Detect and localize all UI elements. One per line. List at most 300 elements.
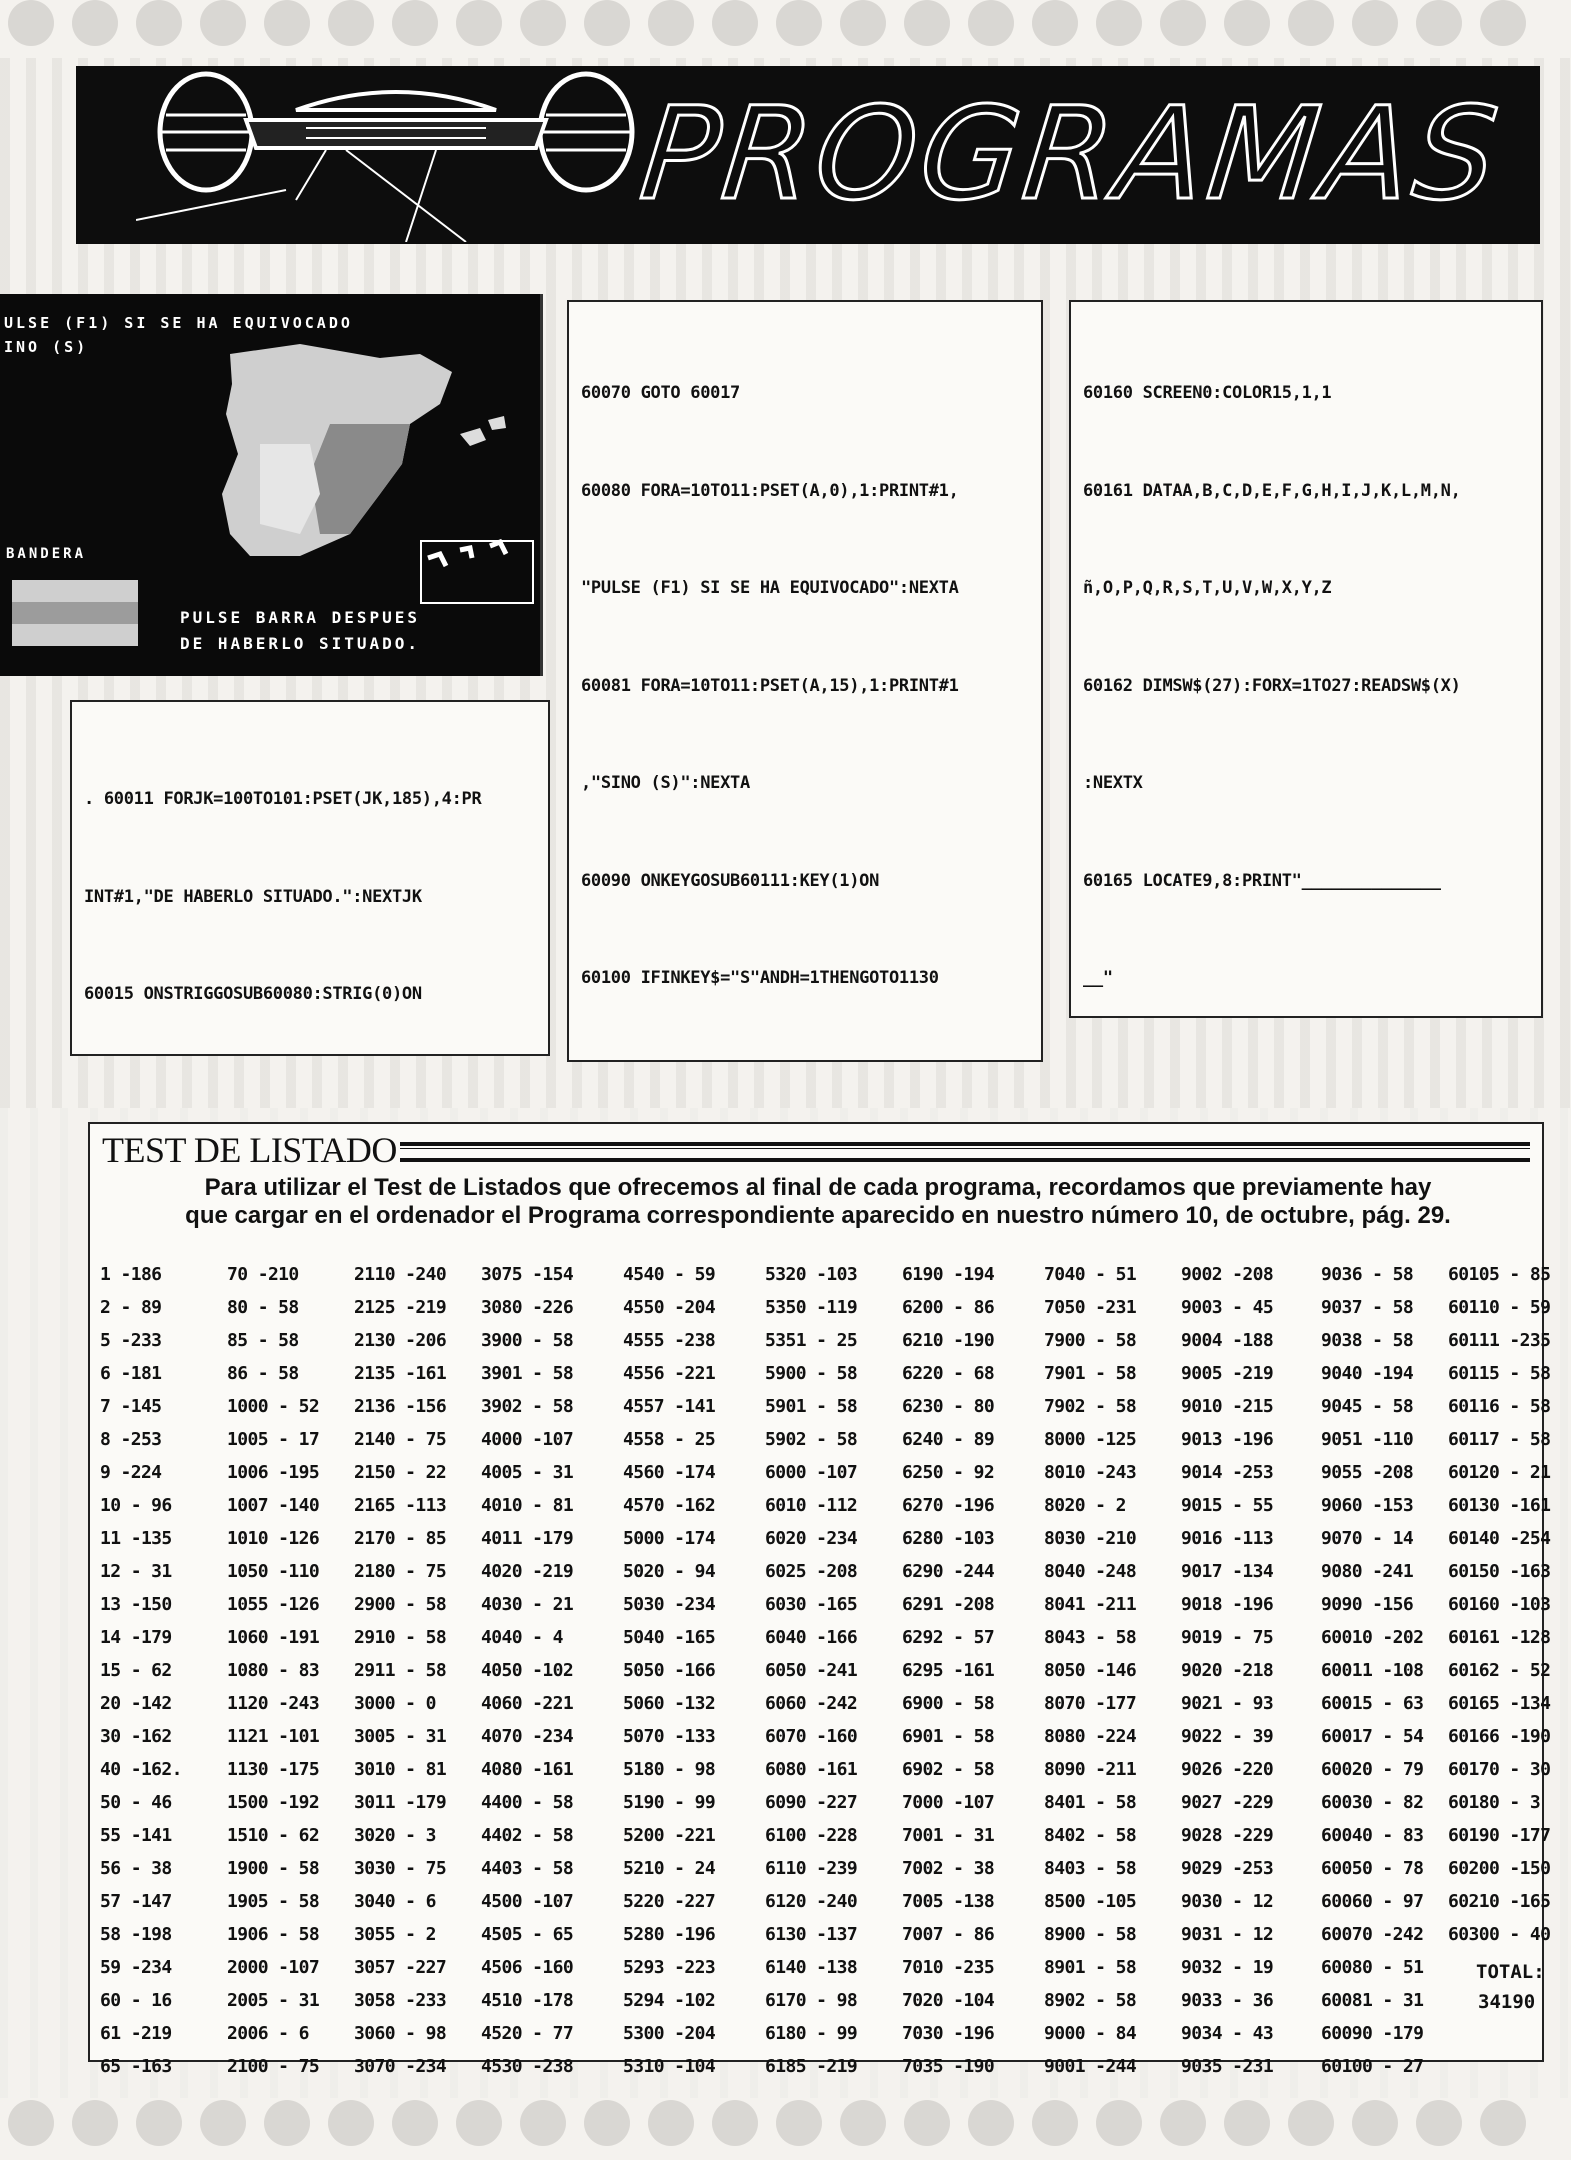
checksum-entry: 7000 -107	[902, 1792, 995, 1813]
checksum-entry: 6220 - 68	[902, 1363, 995, 1384]
checksum-entry: 7007 - 86	[902, 1924, 995, 1945]
checksum-entry: 9060 -153	[1321, 1495, 1414, 1516]
checksum-entry: 5901 - 58	[765, 1396, 858, 1417]
checksum-entry: 7020 -104	[902, 1990, 995, 2011]
checksum-column	[481, 1258, 623, 2083]
perforation-top	[0, 0, 1571, 56]
checksum-entry: 80 - 58	[227, 1297, 299, 1318]
checksum-entry: 2006 - 6	[227, 2023, 309, 2044]
checksum-entry: 59 -234	[100, 1957, 172, 1978]
checksum-entry: 8902 - 58	[1044, 1990, 1137, 2011]
checksum-entry: 2130 -206	[354, 1330, 447, 1351]
checksum-entry: 2100 - 75	[227, 2056, 320, 2077]
checksum-entry: 60081 - 31	[1321, 1990, 1424, 2011]
checksum-entry: 1055 -126	[227, 1594, 320, 1615]
checksum-entry: 7005 -138	[902, 1891, 995, 1912]
checksum-column	[623, 1258, 765, 2083]
checksum-entry: 6902 - 58	[902, 1759, 995, 1780]
checksum-entry: 6130 -137	[765, 1924, 858, 1945]
checksum-entry: 2150 - 22	[354, 1462, 447, 1483]
checksum-entry: 10 - 96	[100, 1495, 172, 1516]
checksum-entry: 4557 -141	[623, 1396, 716, 1417]
checksum-entry: 6020 -234	[765, 1528, 858, 1549]
checksum-entry: 3000 - 0	[354, 1693, 436, 1714]
checksum-entry: 4500 -107	[481, 1891, 574, 1912]
screen-line-4: DE HABERLO SITUADO.	[180, 634, 421, 653]
checksum-entry: 60090 -179	[1321, 2023, 1424, 2044]
checksum-entry: 7 -145	[100, 1396, 162, 1417]
checksum-column	[227, 1258, 354, 2083]
checksum-entry: 5190 - 99	[623, 1792, 716, 1813]
checksum-entry: 6280 -103	[902, 1528, 995, 1549]
checksum-entry: 4060 -221	[481, 1693, 574, 1714]
checksum-entry: 60030 - 82	[1321, 1792, 1424, 1813]
checksum-entry: 5294 -102	[623, 1990, 716, 2011]
checksum-entry: 7035 -190	[902, 2056, 995, 2077]
checksum-column	[765, 1258, 902, 2083]
checksum-entry: 1510 - 62	[227, 1825, 320, 1846]
checksum-entry: 1050 -110	[227, 1561, 320, 1582]
checksum-entry: 2170 - 85	[354, 1528, 447, 1549]
flag-label: BANDERA	[6, 546, 87, 562]
checksum-entry: 6120 -240	[765, 1891, 858, 1912]
checksum-entry: 8070 -177	[1044, 1693, 1137, 1714]
checksum-entry: 2910 - 58	[354, 1627, 447, 1648]
checksum-entry: 8090 -211	[1044, 1759, 1137, 1780]
checksum-entry: 58 -198	[100, 1924, 172, 1945]
checksum-entry: 8043 - 58	[1044, 1627, 1137, 1648]
checksum-entry: 6210 -190	[902, 1330, 995, 1351]
canary-islands-box	[420, 540, 534, 604]
checksum-entry: 9019 - 75	[1181, 1627, 1274, 1648]
checksum-entry: 2125 -219	[354, 1297, 447, 1318]
checksum-column	[100, 1258, 227, 2083]
checksum-entry: 7902 - 58	[1044, 1396, 1137, 1417]
checksum-entry: 7001 - 31	[902, 1825, 995, 1846]
checksum-entry: 1 -186	[100, 1264, 162, 1285]
checksum-entry: 6295 -161	[902, 1660, 995, 1681]
checksum-entry: 5902 - 58	[765, 1429, 858, 1450]
checksum-entry: 8402 - 58	[1044, 1825, 1137, 1846]
checksum-entry: 2140 - 75	[354, 1429, 447, 1450]
checksum-entry: 60162 - 52	[1448, 1660, 1551, 1681]
checksum-entry: 6270 -196	[902, 1495, 995, 1516]
checksum-entry: 2135 -161	[354, 1363, 447, 1384]
checksum-entry: 9014 -253	[1181, 1462, 1274, 1483]
checksum-entry: 9070 - 14	[1321, 1528, 1414, 1549]
checksum-entry: 1080 - 83	[227, 1660, 320, 1681]
checksum-entry: 5300 -204	[623, 2023, 716, 2044]
checksum-entry: 4010 - 81	[481, 1495, 574, 1516]
checksum-entry: 4403 - 58	[481, 1858, 574, 1879]
checksum-entry: 13 -150	[100, 1594, 172, 1615]
checksum-entry: 4506 -160	[481, 1957, 574, 1978]
checksum-entry: 6290 -244	[902, 1561, 995, 1582]
code-line: __"	[1083, 968, 1113, 988]
checksum-entry: 4000 -107	[481, 1429, 574, 1450]
checksum-entry: 57 -147	[100, 1891, 172, 1912]
perforation-bottom	[0, 2100, 1571, 2156]
checksum-entry: 9021 - 93	[1181, 1693, 1274, 1714]
checksum-entry: 1120 -243	[227, 1693, 320, 1714]
code-listing-2	[567, 300, 1043, 1062]
checksum-entry: 9000 - 84	[1044, 2023, 1137, 2044]
checksum-entry: 6230 - 80	[902, 1396, 995, 1417]
checksum-entry: 9001 -244	[1044, 2056, 1137, 2077]
checksum-entry: 5351 - 25	[765, 1330, 858, 1351]
checksum-entry: 9027 -229	[1181, 1792, 1274, 1813]
checksum-entry: 4555 -238	[623, 1330, 716, 1351]
checksum-entry: 8080 -224	[1044, 1726, 1137, 1747]
checksum-entry: 8 -253	[100, 1429, 162, 1450]
code-listing-3	[1069, 300, 1543, 1018]
checksum-entry: 20 -142	[100, 1693, 172, 1714]
checksum-entry: 5200 -221	[623, 1825, 716, 1846]
checksum-entry: 9051 -110	[1321, 1429, 1414, 1450]
code-listing-1	[70, 700, 550, 1056]
checksum-entry: 6050 -241	[765, 1660, 858, 1681]
checksum-entry: 9038 - 58	[1321, 1330, 1414, 1351]
screen-line-2: INO (S)	[4, 338, 89, 356]
checksum-entry: 6185 -219	[765, 2056, 858, 2077]
checksum-entry: 7002 - 38	[902, 1858, 995, 1879]
checksum-entry: 9020 -218	[1181, 1660, 1274, 1681]
checksum-entry: 60080 - 51	[1321, 1957, 1424, 1978]
page-header	[76, 66, 1540, 244]
checksum-entry: 5293 -223	[623, 1957, 716, 1978]
checksum-entry: 5040 -165	[623, 1627, 716, 1648]
checksum-entry: 7030 -196	[902, 2023, 995, 2044]
checksum-entry: 4050 -102	[481, 1660, 574, 1681]
checksum-entry: 6 -181	[100, 1363, 162, 1384]
checksum-entry: 60105 - 85	[1448, 1264, 1551, 1285]
flag-stripe	[12, 602, 138, 624]
checksum-entry: 1000 - 52	[227, 1396, 320, 1417]
checksum-column	[354, 1258, 481, 2083]
checksum-entry: 3040 - 6	[354, 1891, 436, 1912]
checksum-entry: 3055 - 2	[354, 1924, 436, 1945]
checksum-entry: 6025 -208	[765, 1561, 858, 1582]
checksum-entry: 60130 -161	[1448, 1495, 1551, 1516]
checksum-entry: 8900 - 58	[1044, 1924, 1137, 1945]
checksum-entry: 1121 -101	[227, 1726, 320, 1747]
checksum-entry: 5020 - 94	[623, 1561, 716, 1582]
code-line: :NEXTX	[1083, 773, 1143, 793]
checksum-entry: 9035 -231	[1181, 2056, 1274, 2077]
checksum-entry: 6070 -160	[765, 1726, 858, 1747]
checksum-entry: 4005 - 31	[481, 1462, 574, 1483]
checksum-entry: 8030 -210	[1044, 1528, 1137, 1549]
checksum-entry: 3058 -233	[354, 1990, 447, 2011]
checksum-entry: 4020 -219	[481, 1561, 574, 1582]
code-line: ñ,O,P,Q,R,S,T,U,V,W,X,Y,Z	[1083, 578, 1332, 598]
checksum-entry: 6291 -208	[902, 1594, 995, 1615]
checksum-entry: 11 -135	[100, 1528, 172, 1549]
checksum-entry: 4520 - 77	[481, 2023, 574, 2044]
checksum-entry: 60010 -202	[1321, 1627, 1424, 1648]
checksum-entry: 9004 -188	[1181, 1330, 1274, 1351]
checksum-entry: 4530 -238	[481, 2056, 574, 2077]
checksum-entry: 9016 -113	[1181, 1528, 1274, 1549]
checksum-entry: 60170 - 30	[1448, 1759, 1551, 1780]
checksum-entry: 3075 -154	[481, 1264, 574, 1285]
checksum-entry: 3020 - 3	[354, 1825, 436, 1846]
checksum-entry: 85 - 58	[227, 1330, 299, 1351]
checksum-entry: 2900 - 58	[354, 1594, 447, 1615]
description-line: que cargar en el ordenador el Programa correspondiente aparecido en nuestro número 10, de octubre, pág. 29.	[185, 1202, 1451, 1229]
checksum-entry: 4510 -178	[481, 1990, 574, 2011]
checksum-entry: 1130 -175	[227, 1759, 320, 1780]
checksum-entry: 8050 -146	[1044, 1660, 1137, 1681]
checksum-column	[1044, 1258, 1181, 2083]
checksum-entry: 8000 -125	[1044, 1429, 1137, 1450]
spaceship-illustration	[136, 70, 656, 242]
checksum-entry: 60 - 16	[100, 1990, 172, 2011]
checksum-entry: 56 - 38	[100, 1858, 172, 1879]
checksum-entry: 9010 -215	[1181, 1396, 1274, 1417]
checksum-entry: 5030 -234	[623, 1594, 716, 1615]
checksum-entry: 4558 - 25	[623, 1429, 716, 1450]
checksum-entry: 9003 - 45	[1181, 1297, 1274, 1318]
screen-line-3: PULSE BARRA DESPUES	[180, 608, 421, 627]
checksum-entry: 4030 - 21	[481, 1594, 574, 1615]
description-line: Para utilizar el Test de Listados que ofrecemos al final de cada programa, recordamos que previamente hay	[204, 1174, 1432, 1201]
checksum-entry: 1905 - 58	[227, 1891, 320, 1912]
checksum-entry: 14 -179	[100, 1627, 172, 1648]
code-line: 60081 FORA=10TO11:PSET(A,15),1:PRINT#1	[581, 675, 959, 696]
checksum-entry: 1060 -191	[227, 1627, 320, 1648]
checksum-entry: 7901 - 58	[1044, 1363, 1137, 1384]
checksum-entry: 60115 - 58	[1448, 1363, 1551, 1384]
checksum-entry: 6292 - 57	[902, 1627, 995, 1648]
checksum-entry: 60111 -235	[1448, 1330, 1551, 1351]
checksum-entry: 4556 -221	[623, 1363, 716, 1384]
total-label: TOTAL:	[1476, 1961, 1545, 1983]
checksum-entry: 6901 - 58	[902, 1726, 995, 1747]
checksum-entry: 1007 -140	[227, 1495, 320, 1516]
listing-test-section	[88, 1122, 1551, 2077]
code-line: 60165 LOCATE9,8:PRINT"______________	[1083, 870, 1441, 891]
checksum-entry: 6010 -112	[765, 1495, 858, 1516]
checksum-entry: 70 -210	[227, 1264, 299, 1285]
checksum-entry: 9026 -220	[1181, 1759, 1274, 1780]
checksum-entry: 65 -163	[100, 2056, 172, 2077]
checksum-entry: 9017 -134	[1181, 1561, 1274, 1582]
checksum-entry: 86 - 58	[227, 1363, 299, 1384]
checksum-column	[902, 1258, 1044, 2083]
checksum-entry: 9037 - 58	[1321, 1297, 1414, 1318]
checksum-entry: 60120 - 21	[1448, 1462, 1551, 1483]
checksum-entry: 5210 - 24	[623, 1858, 716, 1879]
checksum-entry: 60020 - 79	[1321, 1759, 1424, 1780]
checksum-entry: 9031 - 12	[1181, 1924, 1274, 1945]
checksum-entry: 60140 -254	[1448, 1528, 1551, 1549]
checksum-entry: 2005 - 31	[227, 1990, 320, 2011]
checksum-entry: 60190 -177	[1448, 1825, 1551, 1846]
checksum-entry: 9018 -196	[1181, 1594, 1274, 1615]
screen-line-1: ULSE (F1) SI SE HA EQUIVOCADO	[4, 314, 353, 332]
checksum-entry: 1005 - 17	[227, 1429, 320, 1450]
checksum-entry: 3057 -227	[354, 1957, 447, 1978]
checksum-entry: 60116 - 58	[1448, 1396, 1551, 1417]
code-line: 60100 IFINKEY$="S"ANDH=1THENGOTO1130	[581, 968, 939, 988]
checksum-entry: 3070 -234	[354, 2056, 447, 2077]
checksum-entry: 5900 - 58	[765, 1363, 858, 1384]
checksum-entry: 6140 -138	[765, 1957, 858, 1978]
checksum-entry: 3901 - 58	[481, 1363, 574, 1384]
checksum-entry: 9036 - 58	[1321, 1264, 1414, 1285]
checksum-entry: 6040 -166	[765, 1627, 858, 1648]
checksum-entry: 60200 -150	[1448, 1858, 1551, 1879]
checksum-entry: 3060 - 98	[354, 2023, 447, 2044]
checksum-entry: 1900 - 58	[227, 1858, 320, 1879]
code-line: 60161 DATAA,B,C,D,E,F,G,H,I,J,K,L,M,N,	[1083, 480, 1461, 501]
checksum-entry: 5220 -227	[623, 1891, 716, 1912]
checksum-entry: 15 - 62	[100, 1660, 172, 1681]
checksum-entry: 9030 - 12	[1181, 1891, 1274, 1912]
checksum-entry: 30 -162	[100, 1726, 172, 1747]
code-line: 60070 GOTO 60017	[581, 383, 740, 403]
checksum-entry: 9002 -208	[1181, 1264, 1274, 1285]
code-line: 60015 ONSTRIGGOSUB60080:STRIG(0)ON	[84, 984, 422, 1004]
section-description	[90, 1174, 1546, 1230]
checksum-entry: 6200 - 86	[902, 1297, 995, 1318]
checksum-entry: 9033 - 36	[1181, 1990, 1274, 2011]
checksum-entry: 8401 - 58	[1044, 1792, 1137, 1813]
checksum-entry: 60150 -163	[1448, 1561, 1551, 1582]
checksum-entry: 6090 -227	[765, 1792, 858, 1813]
checksum-entry: 5180 - 98	[623, 1759, 716, 1780]
code-line: "PULSE (F1) SI SE HA EQUIVOCADO":NEXTA	[581, 578, 959, 598]
checksum-entry: 9080 -241	[1321, 1561, 1414, 1582]
checksum-entry: 5280 -196	[623, 1924, 716, 1945]
checksum-entry: 60160 -103	[1448, 1594, 1551, 1615]
checksum-entry: 6170 - 98	[765, 1990, 858, 2011]
flag-stripe	[12, 624, 138, 646]
title-rule	[400, 1142, 1530, 1162]
checksum-entry: 3030 - 75	[354, 1858, 447, 1879]
checksum-entry: 4540 - 59	[623, 1264, 716, 1285]
checksum-entry: 3010 - 81	[354, 1759, 447, 1780]
checksum-entry: 7010 -235	[902, 1957, 995, 1978]
checksum-entry: 5050 -166	[623, 1660, 716, 1681]
checksum-entry: 9005 -219	[1181, 1363, 1274, 1384]
checksum-entry: 7050 -231	[1044, 1297, 1137, 1318]
checksum-entry: 2911 - 58	[354, 1660, 447, 1681]
checksum-entry: 1010 -126	[227, 1528, 320, 1549]
checksum-entry: 60050 - 78	[1321, 1858, 1424, 1879]
checksum-entry: 9022 - 39	[1181, 1726, 1274, 1747]
checksum-entry: 2136 -156	[354, 1396, 447, 1417]
checksum-entry: 9028 -229	[1181, 1825, 1274, 1846]
checksum-entry: 9 -224	[100, 1462, 162, 1483]
checksum-entry: 3005 - 31	[354, 1726, 447, 1747]
checksum-entry: 3902 - 58	[481, 1396, 574, 1417]
checksum-entry: 60110 - 59	[1448, 1297, 1551, 1318]
checksum-entry: 1006 -195	[227, 1462, 320, 1483]
checksum-entry: 2165 -113	[354, 1495, 447, 1516]
checksum-entry: 6110 -239	[765, 1858, 858, 1879]
checksum-entry: 9034 - 43	[1181, 2023, 1274, 2044]
checksum-entry: 60165 -134	[1448, 1693, 1551, 1714]
checksum-entry: 6240 - 89	[902, 1429, 995, 1450]
checksum-entry: 50 - 46	[100, 1792, 172, 1813]
checksum-entry: 9090 -156	[1321, 1594, 1414, 1615]
checksum-entry: 5070 -133	[623, 1726, 716, 1747]
checksum-entry: 4505 - 65	[481, 1924, 574, 1945]
checksum-entry: 60070 -242	[1321, 1924, 1424, 1945]
checksum-table	[100, 1258, 1551, 2077]
checksum-entry: 60300 - 40	[1448, 1924, 1551, 1945]
checksum-entry: 8040 -248	[1044, 1561, 1137, 1582]
checksum-entry: 7040 - 51	[1044, 1264, 1137, 1285]
checksum-entry: 1906 - 58	[227, 1924, 320, 1945]
checksum-entry: 60015 - 63	[1321, 1693, 1424, 1714]
checksum-entry: 60100 - 27	[1321, 2056, 1424, 2077]
code-line: . 60011 FORJK=100TO101:PSET(JK,185),4:PR	[84, 789, 482, 809]
checksum-entry: 3900 - 58	[481, 1330, 574, 1351]
checksum-entry: 2 - 89	[100, 1297, 162, 1318]
checksum-entry: 5320 -103	[765, 1264, 858, 1285]
checksum-entry: 9045 - 58	[1321, 1396, 1414, 1417]
checksum-entry: 60210 -165	[1448, 1891, 1551, 1912]
checksum-entry: 8901 - 58	[1044, 1957, 1137, 1978]
checksum-entry: 2000 -107	[227, 1957, 320, 1978]
checksum-entry: 7900 - 58	[1044, 1330, 1137, 1351]
checksum-entry: 9015 - 55	[1181, 1495, 1274, 1516]
program-screenshot	[0, 294, 543, 676]
checksum-entry: 6900 - 58	[902, 1693, 995, 1714]
checksum-entry: 60180 - 3	[1448, 1792, 1541, 1813]
checksum-entry: 6080 -161	[765, 1759, 858, 1780]
checksum-entry: 4570 -162	[623, 1495, 716, 1516]
code-line: 60080 FORA=10TO11:PSET(A,0),1:PRINT#1,	[581, 480, 959, 501]
checksum-entry: 4070 -234	[481, 1726, 574, 1747]
checksum-entry: 55 -141	[100, 1825, 172, 1846]
checksum-entry: 8010 -243	[1044, 1462, 1137, 1483]
checksum-entry: 8403 - 58	[1044, 1858, 1137, 1879]
checksum-entry: 9013 -196	[1181, 1429, 1274, 1450]
checksum-entry: 2180 - 75	[354, 1561, 447, 1582]
code-line: ,"SINO (S)":NEXTA	[581, 773, 750, 793]
checksum-entry: 8500 -105	[1044, 1891, 1137, 1912]
checksum-entry: 9055 -208	[1321, 1462, 1414, 1483]
checksum-entry: 12 - 31	[100, 1561, 172, 1582]
checksum-entry: 5310 -104	[623, 2056, 716, 2077]
checksum-entry: 4400 - 58	[481, 1792, 574, 1813]
checksum-entry: 3080 -226	[481, 1297, 574, 1318]
checksum-entry: 4080 -161	[481, 1759, 574, 1780]
code-line: 60162 DIMSW$(27):FORX=1TO27:READSW$(X)	[1083, 675, 1461, 696]
checksum-entry: 60117 - 58	[1448, 1429, 1551, 1450]
total-value: 34190	[1478, 1991, 1536, 2013]
checksum-entry: 6100 -228	[765, 1825, 858, 1846]
checksum-entry: 6190 -194	[902, 1264, 995, 1285]
checksum-column	[1321, 1258, 1448, 2083]
checksum-column	[1448, 1258, 1568, 2083]
checksum-entry: 9029 -253	[1181, 1858, 1274, 1879]
checksum-entry: 4011 -179	[481, 1528, 574, 1549]
checksum-entry: 9040 -194	[1321, 1363, 1414, 1384]
checksum-entry: 60060 - 97	[1321, 1891, 1424, 1912]
checksum-entry: 4560 -174	[623, 1462, 716, 1483]
checksum-entry: 6250 - 92	[902, 1462, 995, 1483]
checksum-entry: 6180 - 99	[765, 2023, 858, 2044]
checksum-entry: 6060 -242	[765, 1693, 858, 1714]
checksum-entry: 5060 -132	[623, 1693, 716, 1714]
checksum-entry: 4402 - 58	[481, 1825, 574, 1846]
checksum-entry: 4040 - 4	[481, 1627, 563, 1648]
